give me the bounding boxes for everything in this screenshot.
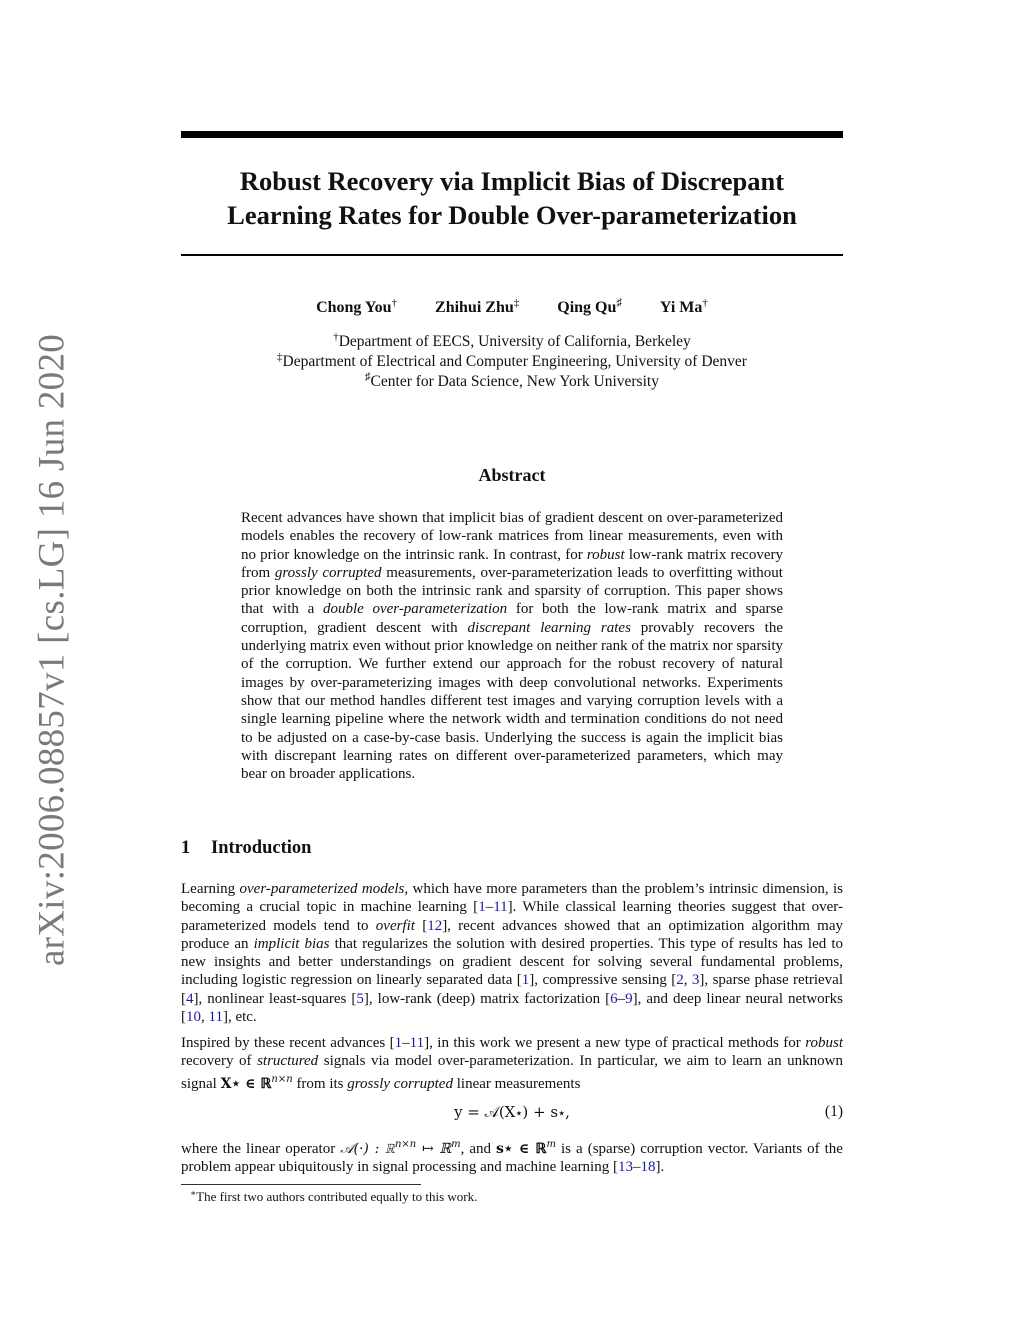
footnote-mark: ∗	[190, 1188, 197, 1198]
inline-math-superscript: m	[451, 1139, 461, 1150]
citation-link[interactable]: 12	[427, 917, 443, 934]
affiliation-text: Department of EECS, University of California, Berkeley	[338, 333, 691, 350]
title-line-2: Learning Rates for Double Over-parameterization	[227, 200, 797, 230]
citation-link[interactable]: 1	[478, 899, 486, 916]
affiliation-berkeley	[181, 332, 843, 352]
author-name: Qing Qu	[557, 299, 617, 316]
inline-math: 𝒜(·) : ℝ	[340, 1141, 395, 1157]
equation-1	[181, 1103, 843, 1122]
affiliation-nyu	[181, 372, 843, 392]
intro-paragraph-2: Inspired by these recent advances [1–11], in this work we present a new type of practical methods for robust recovery of structured signals via model over-parameterization. In particular, we aim to learn an unknown signal X⋆ ∈ ℝ$^{n\times n}$ from its grossly corrupted linear measurements	[181, 1035, 843, 1092]
citation-link[interactable]: 11	[409, 1035, 425, 1051]
citation-link[interactable]: 11	[493, 899, 508, 916]
abstract-heading: Abstract	[478, 465, 546, 485]
affiliation-text: Department of Electrical and Computer Engineering, University of Denver	[282, 353, 747, 370]
citation-link[interactable]: 1	[521, 972, 530, 989]
citation-link[interactable]: 1	[394, 1035, 403, 1051]
footnote-rule	[181, 1184, 421, 1185]
affiliation-denver	[181, 352, 843, 372]
arxiv-identifier: arXiv:2006.08857v1 [cs.LG] 16 Jun 2020	[31, 333, 73, 967]
citation-link[interactable]: 2	[676, 972, 684, 989]
citation-link[interactable]: 9	[625, 990, 633, 1007]
affiliation-mark: ‡	[277, 351, 283, 363]
citation-link[interactable]: 10	[186, 1009, 201, 1026]
abstract-body: Recent advances have shown that implicit bias of gradient descent on over-parameterized models enables the recovery of low-rank matrices from linear measurements, even with no prior knowledge on the intrinsic rank. In contrast, for robust low-rank matrix recovery from grossly corrupted measurements, over-parameterization leads to overfitting without prior knowledge on both the intrinsic rank and sparsity of corruption. This paper shows that with a double over-parameterization for both the low-rank matrix and sparse corruption, gradient descent with discrepant learning rates provably recovers the underlying matrix even without prior knowledge on neither rank of the matrix nor sparsity of the corruption. We further extend our approach for the robust recovery of natural images by over-parameterizing images with deep convolutional networks. Experiments show that our method handles different test images and varying corruption levels with a single learning pipeline where the network width and termination conditions do not need to be adjusted on a case-by-case basis. Underlying the success is again the implicit bias with discrepant learning rates on different over-parameterized parameters, which may bear on broader applications.	[241, 510, 783, 783]
paper-title	[181, 164, 843, 232]
citation-link[interactable]: 11	[208, 1009, 223, 1026]
author-zhihui-zhu	[435, 299, 519, 317]
author-name: Chong You	[316, 299, 392, 316]
inline-math: ↦ ℝ	[416, 1141, 452, 1157]
author-name: Yi Ma	[659, 299, 703, 316]
affiliation-text: Center for Data Science, New York University	[370, 373, 659, 390]
section-title: Introduction	[211, 838, 312, 858]
author-chong-you	[316, 299, 397, 317]
section-number: 1	[181, 838, 191, 858]
equation-number: (1)	[824, 1103, 843, 1120]
intro-paragraph-1: Learning over-parameterized models, which have more parameters than the problem’s intrinsic dimension, is becoming a crucial topic in machine learning [1–11]. While classical learning theories suggest that over-parameterized models tend to overfit [12], recent advances showed that an optimization algorithm may produce an implicit bias that regularizes the solution with desired properties. This type of results has led to new insights and better understandings on gradient descent for solving several fundamental problems, including logistic regression on linearly separated data [1], compressive sensing [2, 3], sparse phase retrieval [4], nonlinear least-squares [5], low-rank (deep) matrix factorization [6–9], and deep linear neural networks [10, 11], etc.	[181, 881, 844, 1026]
author-mark: ‡	[513, 297, 520, 309]
inline-math: X⋆ ∈ ℝ	[220, 1075, 272, 1092]
citation-link[interactable]: 4	[186, 990, 194, 1007]
affiliation-list	[181, 332, 843, 392]
footnote-text: The first two authors contributed equally to this work.	[196, 1189, 478, 1204]
author-mark: †	[391, 297, 398, 309]
title-top-rule	[181, 131, 843, 138]
citation-link[interactable]: 18	[640, 1159, 656, 1176]
equation-body: y = 𝒜(X⋆) + s⋆,	[454, 1103, 570, 1121]
affiliation-mark: ♯	[365, 371, 371, 383]
author-mark: ♯	[616, 297, 622, 309]
inline-math-superscript: m	[546, 1139, 556, 1150]
author-list	[181, 299, 843, 317]
author-yi-ma	[660, 299, 708, 317]
section-heading-introduction	[181, 838, 311, 859]
citation-link[interactable]: 13	[617, 1159, 633, 1176]
footnote	[190, 1189, 477, 1205]
affiliation-mark: †	[333, 331, 339, 343]
author-name: Zhihui Zhu	[435, 299, 514, 316]
inline-math: s⋆ ∈ ℝ	[496, 1141, 547, 1157]
citation-link[interactable]: 5	[356, 990, 364, 1007]
author-mark: †	[702, 297, 708, 309]
title-bottom-rule	[181, 254, 843, 256]
inline-math-superscript: n×n	[394, 1139, 417, 1150]
intro-paragraph-3: where the linear operator 𝒜(·) : ℝ$^{n\times n}$ ↦ ℝ$^m$, and s⋆ ∈ ℝ$^m$ is a (sparse) corruption vector. Variants of the problem appear ubiquitously in signal processing and machine learning [13–18].	[181, 1139, 843, 1176]
title-line-1: Robust Recovery via Implicit Bias of Discrepant	[239, 166, 785, 196]
author-qing-qu	[557, 299, 622, 317]
inline-math-superscript: n×n	[271, 1073, 293, 1085]
citation-link[interactable]: 3	[691, 972, 700, 989]
citation-link[interactable]: 6	[610, 990, 618, 1007]
